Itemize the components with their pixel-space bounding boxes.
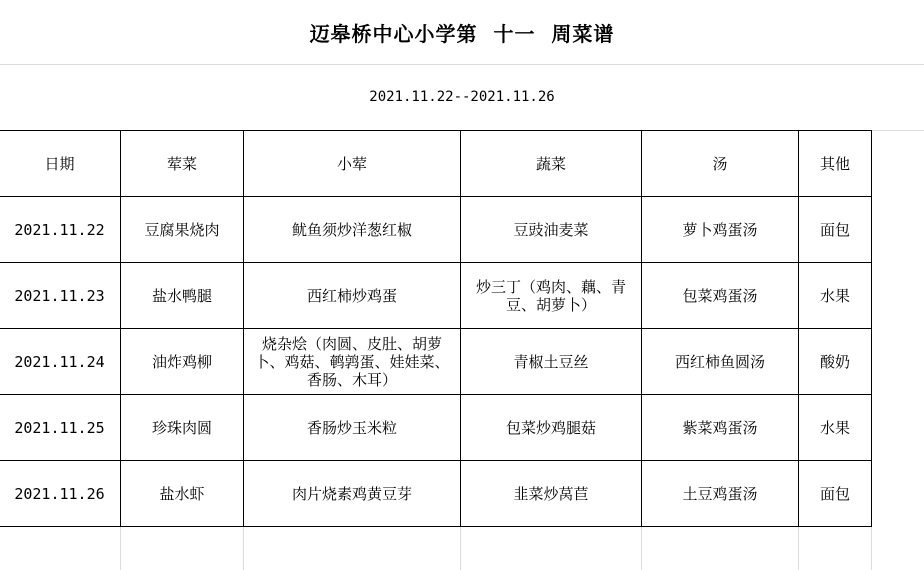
other-cell: 水果 [799,263,872,329]
table-row [0,329,872,395]
small-meat-dish-cell: 肉片烧素鸡黄豆芽 [244,461,461,527]
small-meat-dish-cell: 鱿鱼须炒洋葱红椒 [244,197,461,263]
header-meat-dish: 荤菜 [121,131,244,197]
vegetable-cell: 韭菜炒莴苣 [461,461,642,527]
header-other: 其他 [799,131,872,197]
date-cell: 2021.11.23 [0,263,121,329]
table-row [0,461,872,527]
header-date: 日期 [0,131,121,197]
meat-dish-cell: 豆腐果烧肉 [121,197,244,263]
soup-cell: 紫菜鸡蛋汤 [642,395,799,461]
meat-dish-cell: 珍珠肉圆 [121,395,244,461]
meat-dish-cell: 盐水虾 [121,461,244,527]
header-row [0,131,872,197]
header-vegetable: 蔬菜 [461,131,642,197]
date-cell: 2021.11.22 [0,197,121,263]
soup-cell: 土豆鸡蛋汤 [642,461,799,527]
small-meat-dish-cell: 西红柿炒鸡蛋 [244,263,461,329]
other-cell: 水果 [799,395,872,461]
date-cell: 2021.11.24 [0,329,121,395]
soup-cell: 包菜鸡蛋汤 [642,263,799,329]
date-range: 2021.11.22--2021.11.26 [369,89,555,105]
vegetable-cell: 豆豉油麦菜 [461,197,642,263]
meat-dish-cell: 油炸鸡柳 [121,329,244,395]
small-meat-dish-cell: 香肠炒玉米粒 [244,395,461,461]
vegetable-cell: 炒三丁（鸡肉、藕、青豆、胡萝卜） [461,263,642,329]
date-cell: 2021.11.25 [0,395,121,461]
header-soup: 汤 [642,131,799,197]
weekly-menu-table [0,130,872,527]
meat-dish-cell: 盐水鸭腿 [121,263,244,329]
other-cell: 酸奶 [799,329,872,395]
soup-cell: 西红柿鱼圆汤 [642,329,799,395]
small-meat-dish-cell: 烧杂烩（肉圆、皮肚、胡萝卜、鸡菇、鹌鹑蛋、娃娃菜、香肠、木耳） [244,329,461,395]
table-row [0,395,872,461]
vegetable-cell: 青椒土豆丝 [461,329,642,395]
date-cell: 2021.11.26 [0,461,121,527]
table-row [0,263,872,329]
other-cell: 面包 [799,461,872,527]
soup-cell: 萝卜鸡蛋汤 [642,197,799,263]
vegetable-cell: 包菜炒鸡腿菇 [461,395,642,461]
table-row [0,197,872,263]
header-small-meat-dish: 小荤 [244,131,461,197]
menu-title: 迈皋桥中心小学第 十一 周菜谱 [309,22,615,46]
other-cell: 面包 [799,197,872,263]
